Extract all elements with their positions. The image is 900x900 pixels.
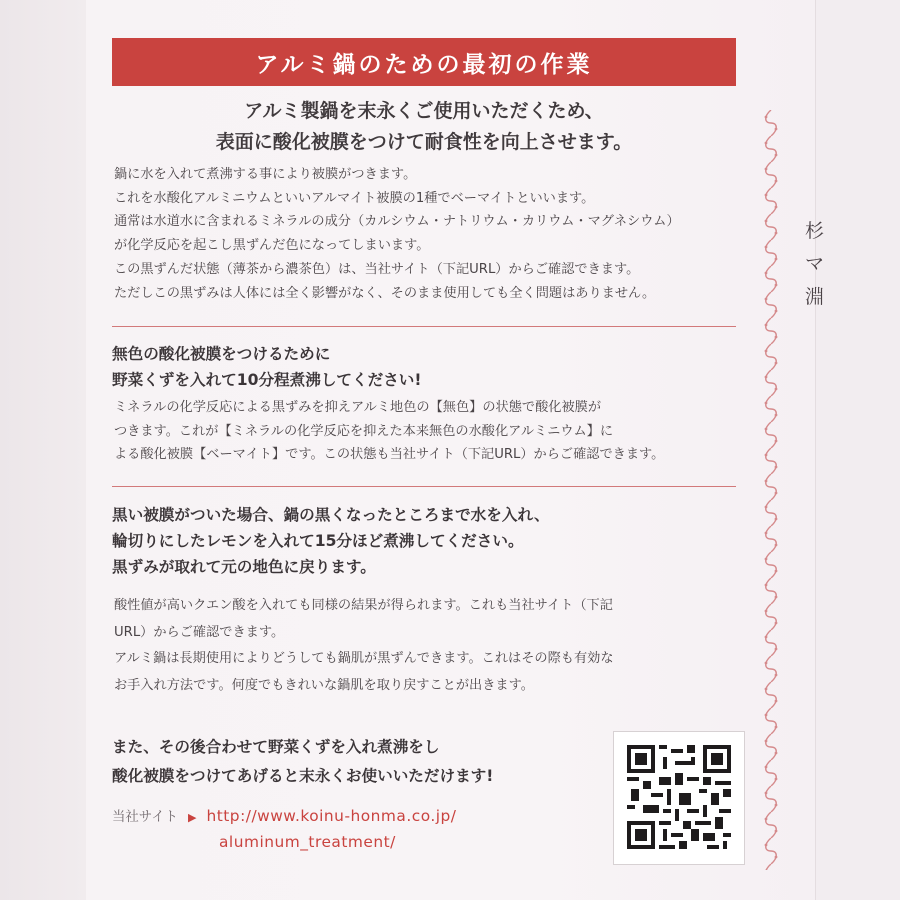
site-url-link[interactable]: http://www.koinu-honma.co.jp/ xyxy=(206,807,457,825)
triangle-right-icon: ▶ xyxy=(188,811,197,824)
lead-line: 表面に酸化被膜をつけて耐食性を向上させます。 xyxy=(215,131,633,153)
section3-body xyxy=(114,593,754,699)
body-line: ただしこの黒ずみは人体には全く影響がなく、そのまま使用しても全く問題はありません。 xyxy=(114,285,656,301)
qr-code-icon xyxy=(627,745,731,849)
lead-text xyxy=(112,96,736,158)
section2-heading xyxy=(112,341,752,393)
body-line: ミネラルの化学反応による黒ずみを抑えアルミ地色の【無色】の状態で酸化被膜が xyxy=(114,400,602,415)
adjacent-page-text xyxy=(805,215,835,314)
body-line: URL）からご確認できます。 xyxy=(114,624,285,640)
body-line: 酸性値が高いクエン酸を入れても同様の結果が得られます。これも当社サイト（下記 xyxy=(114,598,613,613)
heading-line: 黒い被膜がついた場合、鍋の黒くなったところまで水を入れ、 xyxy=(112,506,550,524)
title-banner xyxy=(112,38,736,86)
body-line: アルミ鍋は長期使用によりどうしても鍋肌が黒ずんできます。これはその際も有効な xyxy=(114,651,614,666)
body-line: この黒ずんだ状態（薄茶から濃茶色）は、当社サイト（下記URL）からご確認できます。 xyxy=(114,261,640,277)
section-divider xyxy=(112,486,736,487)
heading-line: 野菜くずを入れて10分程煮沸してください! xyxy=(112,371,422,389)
heading-line: 黒ずみが取れて元の地色に戻ります。 xyxy=(112,558,376,576)
page-left-edge xyxy=(0,0,86,900)
adjacent-page xyxy=(815,0,900,900)
heading-line: 酸化被膜をつけてあげると末永くお使いいただけます! xyxy=(112,767,494,785)
adjacent-char: 淵 xyxy=(805,286,825,308)
heading-line: また、その後合わせて野菜くずを入れ煮沸をし xyxy=(112,738,440,756)
company-site xyxy=(112,806,612,825)
site-label: 当社サイト xyxy=(112,810,179,825)
body-line: 鍋に水を入れて煮沸する事により被膜がつきます。 xyxy=(114,167,417,182)
body-line: よる酸化被膜【ベーマイト】です。この状態も当社サイト（下記URL）からご確認できます。 xyxy=(114,447,665,463)
lead-line: アルミ製鍋を末永くご使用いただくため、 xyxy=(244,100,604,122)
section2-body xyxy=(114,396,754,467)
body-line: つきます。これが【ミネラルの化学反応を抑えた本来無色の水酸化アルミニウム】に xyxy=(114,423,614,439)
body-line: 通常は水道水に含まれるミネラルの成分（カルシウム・ナトリウム・カリウム・マグネシウム） xyxy=(114,214,680,230)
body-line: これを水酸化アルミニウムといいアルマイト被膜の1種でベーマイトといいます。 xyxy=(114,190,595,206)
heading-line: 無色の酸化被膜をつけるために xyxy=(112,345,331,363)
decorative-border xyxy=(760,110,782,870)
body-line: が化学反応を起こし黒ずんだ色になってしまいます。 xyxy=(114,238,430,254)
body-line: お手入れ方法です。何度でもきれいな鍋肌を取り戻すことが出きます。 xyxy=(114,677,534,693)
section3-heading xyxy=(112,502,752,580)
adjacent-char: マ xyxy=(805,253,825,275)
qr-code[interactable] xyxy=(613,731,745,865)
heading-line: 輪切りにしたレモンを入れて15分ほど煮沸してください。 xyxy=(112,532,524,550)
banner-title: アルミ鍋のための最初の作業 xyxy=(255,51,593,78)
section-divider xyxy=(112,326,736,327)
site-url-link-cont[interactable]: aluminum_treatment/ xyxy=(219,833,396,851)
section1-body xyxy=(114,163,754,305)
adjacent-char: 杉 xyxy=(805,220,825,242)
